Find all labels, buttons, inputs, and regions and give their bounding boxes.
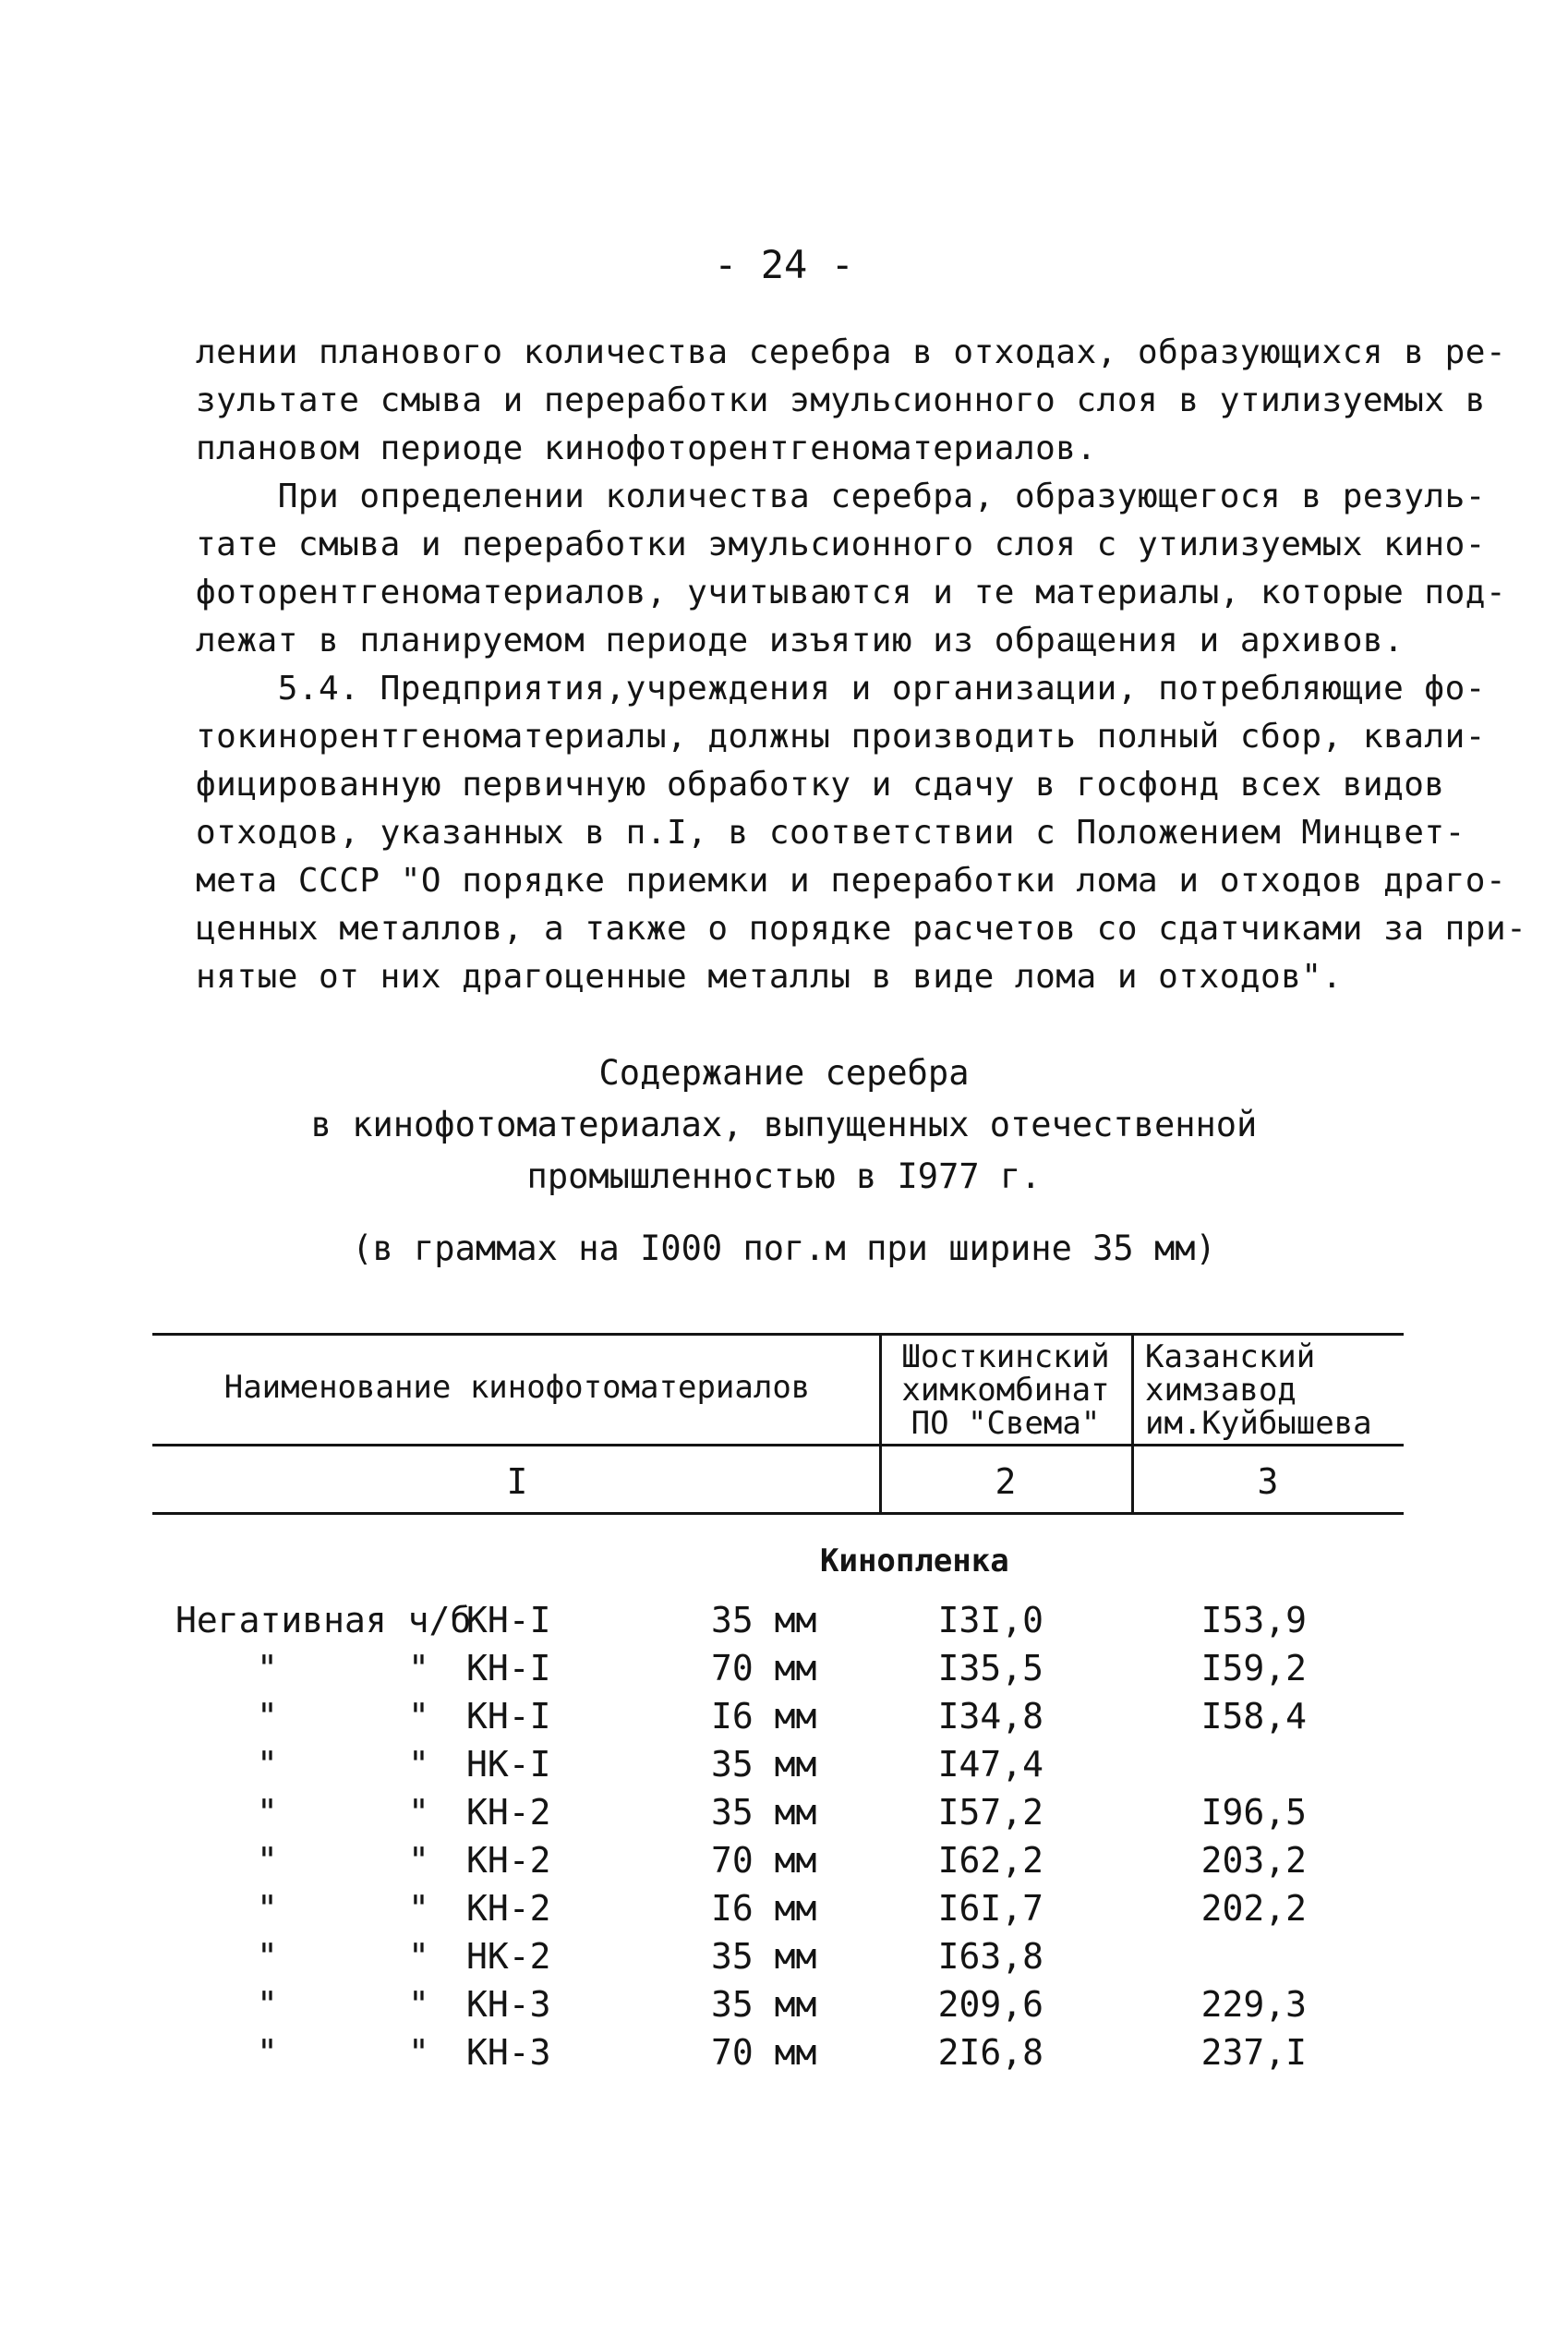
shostka-value: I47,4: [937, 1744, 1043, 1785]
table-title: Содержание серебра: [598, 1053, 970, 1093]
shostka-value: I62,2: [937, 1840, 1043, 1881]
shostka-value: I6I,7: [937, 1888, 1043, 1929]
table-numbers-rule: [152, 1512, 1404, 1515]
material-code: КН-2: [466, 1792, 551, 1833]
kazan-value: I53,9: [1200, 1600, 1307, 1640]
kazan-value: 237,I: [1200, 2032, 1307, 2073]
ditto-mark: ": [408, 1792, 429, 1833]
ditto-mark: ": [257, 1936, 278, 1977]
shostka-value: I3I,0: [937, 1600, 1043, 1640]
page-number: - 24 -: [714, 242, 854, 287]
header-shostka-line: ПО "Свема": [911, 1405, 1101, 1442]
material-code: КН-I: [466, 1648, 551, 1688]
ditto-mark: ": [257, 1984, 278, 2025]
ditto-mark: ": [257, 1696, 278, 1737]
ditto-mark: ": [257, 1648, 278, 1688]
shostka-value: 2I6,8: [937, 2032, 1043, 2073]
header-kazan-line: химзавод: [1145, 1372, 1297, 1409]
film-width: 70 мм: [711, 2032, 817, 2073]
ditto-mark: ": [408, 1888, 429, 1929]
kazan-value: 203,2: [1200, 1840, 1307, 1881]
material-code: НК-2: [466, 1936, 551, 1977]
kazan-value: I58,4: [1200, 1696, 1307, 1737]
material-code: КН-3: [466, 1984, 551, 2025]
column-number: 2: [995, 1461, 1017, 1502]
film-width: 35 мм: [711, 1984, 817, 2025]
text-line: фоторентгеноматериалов, учитываются и те материалы, которые под-: [196, 574, 1507, 611]
header-kazan-line: Казанский: [1145, 1338, 1316, 1375]
film-width: 70 мм: [711, 1648, 817, 1688]
ditto-mark: ": [408, 1840, 429, 1881]
text-line: лении планового количества серебра в отходах, образующихся в ре-: [196, 333, 1507, 371]
film-width: 70 мм: [711, 1840, 817, 1881]
text-line: ценных металлов, а также о порядке расчетов со сдатчиками за при-: [196, 910, 1527, 948]
table-units: (в граммах на I000 пог.м при ширине 35 мм): [352, 1228, 1216, 1268]
text-line: тате смыва и переработки эмульсионного слоя с утилизуемых кино-: [196, 526, 1486, 563]
shostka-value: 209,6: [937, 1984, 1043, 2025]
shostka-value: I34,8: [937, 1696, 1043, 1737]
ditto-mark: ": [257, 1888, 278, 1929]
table-title-line3: промышленностью в I977 г.: [526, 1156, 1042, 1196]
ditto-mark: ": [408, 1648, 429, 1688]
text-line: зультате смыва и переработки эмульсионного слоя в утилизуемых в: [196, 381, 1486, 419]
kazan-value: 229,3: [1200, 1984, 1307, 2025]
text-line: плановом периоде кинофоторентгеноматериалов.: [196, 430, 1097, 467]
material-code: КН-I: [466, 1600, 551, 1640]
section-label: Кинопленка: [820, 1543, 1009, 1579]
ditto-mark: ": [257, 1792, 278, 1833]
ditto-mark: ": [408, 1936, 429, 1977]
table-header-rule: [152, 1444, 1404, 1446]
column-number: I: [506, 1461, 528, 1502]
text-line: При определении количества серебра, образующегося в резуль-: [196, 478, 1486, 515]
shostka-value: I57,2: [937, 1792, 1043, 1833]
text-line: фицированную первичную обработку и сдачу в госфонд всех видов: [196, 766, 1445, 804]
ditto-mark: ": [257, 1840, 278, 1881]
material-code: КН-2: [466, 1888, 551, 1929]
header-shostka-line: химкомбинат: [901, 1372, 1110, 1409]
film-width: I6 мм: [711, 1888, 817, 1929]
text-line: мета СССР "О порядке приемки и переработки лома и отходов драго-: [196, 862, 1507, 900]
material-code: НК-I: [466, 1744, 551, 1785]
kazan-value: I96,5: [1200, 1792, 1307, 1833]
film-width: 35 мм: [711, 1744, 817, 1785]
header-shostka-line: Шосткинский: [901, 1338, 1110, 1375]
material-code: КН-I: [466, 1696, 551, 1737]
kazan-value: I59,2: [1200, 1648, 1307, 1688]
text-line: лежат в планируемом периоде изъятию из обращения и архивов.: [196, 622, 1405, 660]
ditto-mark: ": [257, 1744, 278, 1785]
ditto-mark: ": [408, 1696, 429, 1737]
table-title-line2: в кинофотоматериалах, выпущенных отечественной: [310, 1105, 1258, 1144]
material-name: Негативная ч/б: [175, 1600, 472, 1640]
text-line: отходов, указанных в п.I, в соответствии с Положением Минцвет-: [196, 814, 1465, 852]
table-top-rule: [152, 1333, 1404, 1336]
header-material-name: Наименование кинофотоматериалов: [223, 1369, 811, 1406]
header-kazan-line: им.Куйбышева: [1145, 1405, 1372, 1442]
ditto-mark: ": [408, 2032, 429, 2073]
material-code: КН-2: [466, 1840, 551, 1881]
shostka-value: I63,8: [937, 1936, 1043, 1977]
ditto-mark: ": [408, 1744, 429, 1785]
text-line: 5.4. Предприятия,учреждения и организации, потребляющие фо-: [196, 670, 1486, 708]
film-width: 35 мм: [711, 1936, 817, 1977]
ditto-mark: ": [257, 2032, 278, 2073]
material-code: КН-3: [466, 2032, 551, 2073]
shostka-value: I35,5: [937, 1648, 1043, 1688]
text-line: токинорентгеноматериалы, должны производить полный сбор, квали-: [196, 718, 1486, 756]
text-line: нятые от них драгоценные металлы в виде лома и отходов".: [196, 958, 1343, 996]
column-number: 3: [1257, 1461, 1279, 1502]
kazan-value: 202,2: [1200, 1888, 1307, 1929]
film-width: I6 мм: [711, 1696, 817, 1737]
ditto-mark: ": [408, 1984, 429, 2025]
film-width: 35 мм: [711, 1600, 817, 1640]
film-width: 35 мм: [711, 1792, 817, 1833]
